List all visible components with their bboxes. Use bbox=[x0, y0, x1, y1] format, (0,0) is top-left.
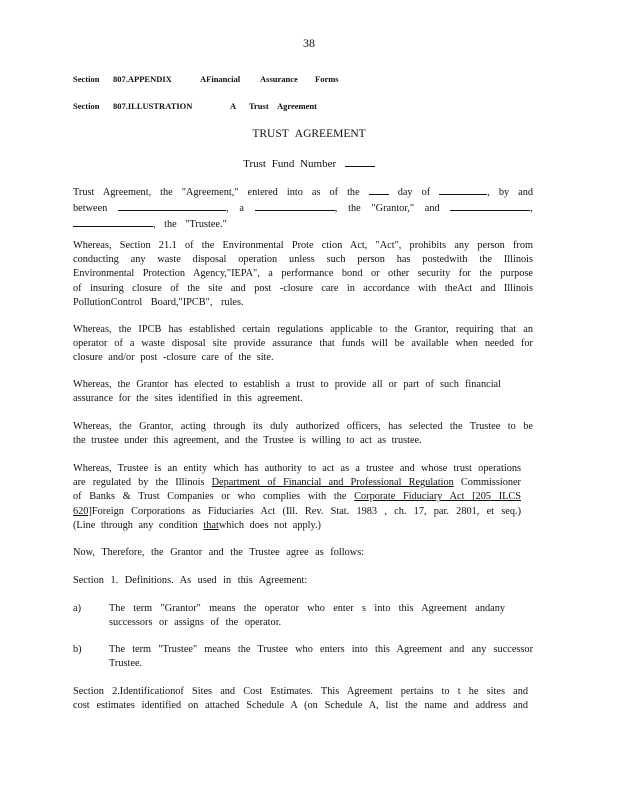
trustee-entity-blank bbox=[73, 216, 153, 227]
text-segment: Foreign Corporations as Fiduciaries Act (Ill. Rev. Stat. 1983 , ch. 17, par. 2801, et seq.) bbox=[91, 505, 521, 517]
page-number: 38 bbox=[303, 36, 315, 50]
item-label: b) bbox=[73, 644, 82, 655]
item-label: a) bbox=[73, 603, 81, 614]
text-line: Environmental Protection Agency,"IEPA", a performance bond or other security for the purpose bbox=[73, 268, 533, 280]
text-line: Whereas, the Grantor, acting through its duly authorized officers, has selected the Trustee to be bbox=[73, 421, 533, 432]
intro-text: , by and bbox=[487, 187, 534, 198]
now-therefore-paragraph bbox=[73, 546, 533, 560]
grantor-entity-blank bbox=[255, 200, 335, 211]
header-text: Assurance bbox=[260, 74, 298, 84]
whereas-paragraph-4 bbox=[73, 420, 533, 448]
whereas-paragraph-3 bbox=[73, 378, 501, 406]
header-section-label: Section bbox=[73, 101, 100, 111]
text-line bbox=[73, 490, 521, 504]
intro-line bbox=[73, 184, 533, 200]
underlined-text: 620] bbox=[73, 505, 92, 517]
text-line: The term "Trustee" means the Trustee who enters into this Agreement and any successor bbox=[109, 644, 533, 655]
text-segment: are regulated by the Illinois bbox=[73, 477, 205, 489]
item-body bbox=[109, 602, 533, 630]
document-title: TRUST AGREEMENT bbox=[252, 128, 366, 140]
text-line: Section 1. Definitions. As used in this Agreement: bbox=[73, 575, 308, 586]
text-line: cost estimates identified on attached Schedule A (on Schedule A, list the name and address and bbox=[73, 700, 528, 712]
day-blank bbox=[369, 184, 389, 195]
text-line bbox=[73, 505, 521, 519]
underlined-text: that bbox=[203, 519, 219, 531]
month-blank bbox=[439, 184, 487, 195]
trustee-name-blank bbox=[450, 200, 530, 211]
header-text: Forms bbox=[315, 74, 339, 84]
header-section-label: Section bbox=[73, 74, 100, 84]
text-line: Whereas, the IPCB has established certain regulations applicable to the Grantor, requiring that an bbox=[73, 324, 533, 335]
text-segment: which does not apply.) bbox=[218, 519, 321, 531]
header-text: Agreement bbox=[277, 101, 317, 111]
text-line: of insuring closure of the site and post -closure care in accordance with theAct and Illinois bbox=[73, 282, 533, 294]
text-line: Whereas, Section 21.1 of the Environmental Prote ction Act, "Act", prohibits any person from bbox=[73, 240, 533, 251]
header-text: A bbox=[230, 101, 237, 111]
text-line: Now, Therefore, the Grantor and the Trustee agree as follows: bbox=[73, 547, 365, 558]
whereas-paragraph-5 bbox=[73, 462, 521, 533]
intro-text: between bbox=[73, 203, 108, 215]
intro-text: , the "Grantor," and bbox=[334, 203, 440, 215]
trust-fund-number-label: Trust Fund Number bbox=[243, 158, 337, 170]
text-line: The term "Grantor" means the operator who enter s into this Agreement andany bbox=[109, 603, 505, 614]
intro-text: day of bbox=[397, 187, 431, 198]
section-2-paragraph bbox=[73, 685, 528, 713]
trust-fund-number-blank bbox=[345, 156, 375, 167]
text-segment: (Line through any condition bbox=[73, 519, 198, 531]
text-line: Trustee. bbox=[109, 658, 143, 670]
definition-item-b bbox=[73, 643, 533, 673]
intro-text: , the "Trustee." bbox=[153, 219, 227, 231]
text-line: the trustee under this agreement, and the Trustee is willing to act as trustee. bbox=[73, 435, 422, 447]
underlined-text: Corporate Fiduciary Act [205 ILCS bbox=[354, 491, 522, 503]
text-line bbox=[73, 476, 521, 490]
text-line: successors or assigns of the operator. bbox=[109, 617, 282, 629]
header-text: AFinancial bbox=[200, 74, 241, 84]
whereas-paragraph-1 bbox=[73, 239, 533, 310]
whereas-paragraph-2 bbox=[73, 323, 533, 366]
text-line: conducting any waste disposal operation unless such person has postedwith the Illinois bbox=[73, 254, 533, 266]
text-line: Section 2.Identificationof Sites and Cost Estimates. This Agreement pertains to t he sites and bbox=[73, 686, 528, 697]
header-section-number: 807.ILLUSTRATION bbox=[113, 101, 193, 111]
definition-item-a bbox=[73, 602, 533, 632]
grantor-name-blank bbox=[118, 200, 226, 211]
intro-text: , bbox=[530, 203, 533, 215]
intro-text: , a bbox=[226, 203, 244, 215]
text-segment: Commissioner bbox=[460, 477, 521, 489]
intro-line bbox=[73, 216, 533, 232]
section-1-heading bbox=[73, 574, 533, 588]
underlined-text: Department of Financial and Professional Regulation bbox=[211, 477, 454, 489]
intro-line bbox=[73, 200, 533, 216]
intro-text: Trust Agreement, the "Agreement," entered into as of the bbox=[73, 187, 360, 198]
trust-fund-number bbox=[0, 156, 618, 170]
text-line: assurance for the sites identified in this agreement. bbox=[73, 393, 303, 405]
text-segment: of Banks & Trust Companies or who complies with the bbox=[73, 491, 347, 503]
header-text: Trust bbox=[249, 101, 269, 111]
text-line: PollutionControl Board,"IPCB", rules. bbox=[73, 296, 244, 308]
text-line bbox=[73, 519, 521, 533]
header-section-number: 807.APPENDIX bbox=[113, 74, 172, 84]
text-line: operator of a waste disposal site provide assurance that funds will be available when needed for bbox=[73, 338, 533, 350]
text-line: Whereas, the Grantor has elected to establish a trust to provide all or part of such financial bbox=[73, 379, 501, 390]
text-line: Whereas, Trustee is an entity which has authority to act as a trustee and whose trust operations bbox=[73, 463, 521, 474]
intro-paragraph bbox=[73, 184, 533, 233]
item-body bbox=[109, 643, 533, 671]
text-line: closure and/or post -closure care of the site. bbox=[73, 352, 274, 364]
